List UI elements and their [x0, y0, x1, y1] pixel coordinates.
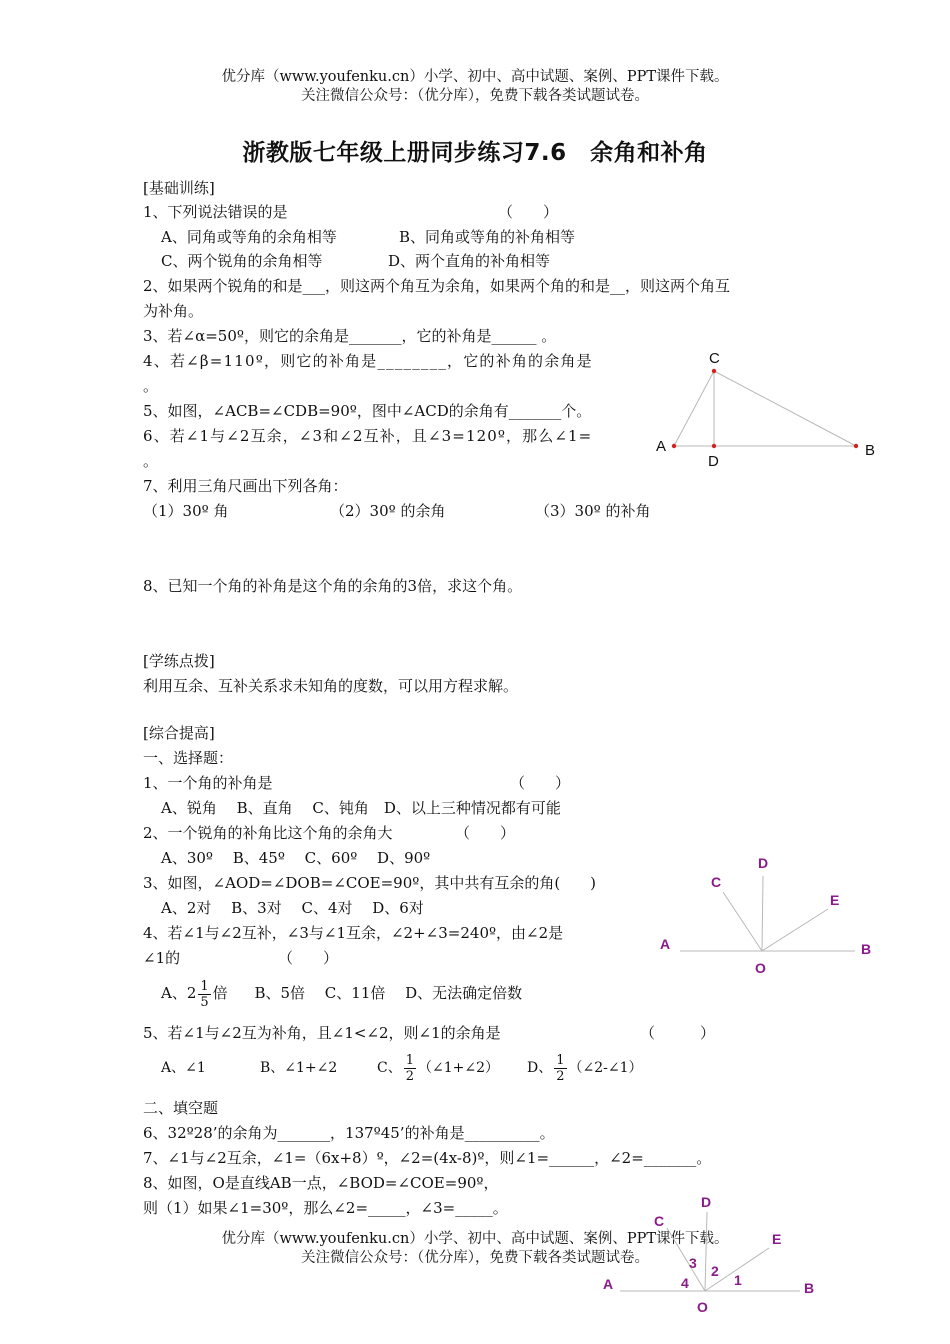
point-c	[712, 369, 716, 373]
figure-angles-1	[650, 848, 890, 978]
label-b: B	[861, 941, 872, 957]
question-5: 5、如图，∠ACB=∠CDB=90º，图中∠ACD的余角有_______个。	[143, 402, 592, 420]
question-text: 1、一个角的补角是	[143, 774, 273, 792]
option-a: A、同角或等角的余角相等	[161, 228, 337, 246]
point-b	[854, 444, 858, 448]
answer-paren: （ ）	[278, 949, 339, 967]
question-text: 1、下列说法错误的是	[143, 203, 288, 221]
adv-question-8-line-1: 8、如图，O是直线AB一点，∠BOD=∠COE=90º，	[143, 1174, 499, 1192]
figure-angles-2	[595, 1190, 830, 1320]
subsection-choice: 一、选择题：	[143, 749, 234, 767]
option-a: A、∠1	[161, 1060, 206, 1076]
label-b: B	[865, 442, 876, 459]
subsection-fill: 二、填空题	[143, 1099, 219, 1117]
adv-question-6: 6、32º28’的余角为_______，137º45’的补角是__________。	[143, 1124, 555, 1142]
answer-paren: （ ）	[640, 1024, 716, 1042]
question-4-line-2: 。	[143, 377, 159, 395]
options-rest: B、5倍 C、11倍 D、无法确定倍数	[254, 984, 523, 1002]
answer-paren: （ ）	[455, 824, 516, 842]
answer-paren: （ ）	[498, 203, 559, 221]
section-heading-advanced: [综合提高]	[143, 724, 215, 742]
triangle-lines	[674, 371, 856, 446]
page-header-line-1: 优分库（www.youfenku.cn）小学、初中、高中试题、案例、PPT课件下载。	[221, 69, 729, 85]
point-a	[672, 444, 676, 448]
question-2-line-1: 2、如果两个锐角的和是___，则这两个角互为余角，如果两个角的和是__，则这两个角互	[143, 277, 731, 295]
tips-text: 利用互余、互补关系求未知角的度数，可以用方程求解。	[143, 677, 519, 695]
page-title: 浙教版七年级上册同步练习7.6 余角和补角	[242, 140, 708, 166]
adv-question-8-line-2: 则（1）如果∠1=30º，那么∠2=_____，∠3=_____。	[143, 1199, 508, 1217]
option-row	[161, 250, 551, 272]
fraction-numerator: 1	[200, 978, 209, 994]
fraction-numerator: 1	[556, 1052, 565, 1068]
adv-question-5	[143, 1022, 716, 1044]
option-a-prefix: A、2	[161, 984, 197, 1002]
section-heading-tips: [学练点拨]	[143, 652, 215, 670]
label-c: C	[711, 874, 722, 890]
option-d-prefix: D、	[527, 1060, 553, 1076]
adv-question-4-line-2	[143, 947, 339, 969]
question-4-line-1: 4、若∠β=110º，则它的补角是________，它的补角的余角是	[143, 352, 593, 370]
label-e: E	[830, 892, 840, 908]
question-text: 2、一个锐角的补角比这个角的余角大	[143, 824, 393, 842]
question-text: ∠1的	[143, 949, 181, 967]
part-3: （3）30º 的补角	[535, 502, 651, 520]
adv-q5-options	[161, 1050, 643, 1086]
angle-label-4: 4	[681, 1275, 689, 1291]
question-3: 3、若∠α=50º，则它的余角是_______，它的补角是______ 。	[143, 327, 557, 345]
section-heading-basic: [基础训练]	[143, 179, 215, 197]
adv-question-2	[143, 822, 516, 844]
option-d-suffix: （∠2-∠1）	[568, 1060, 643, 1076]
option-d	[527, 1050, 643, 1086]
adv-q4-options	[161, 976, 522, 1010]
option-c-suffix: （∠1+∠2）	[418, 1060, 500, 1076]
angle-label-3: 3	[689, 1255, 697, 1271]
option-a-suffix: 倍	[212, 984, 228, 1002]
angle-label-2: 2	[711, 1263, 719, 1279]
figure-triangle	[640, 345, 890, 475]
question-7-parts	[143, 500, 651, 522]
adv-question-3: 3、如图，∠AOD=∠DOB=∠COE=90º，其中共有互余的角( )	[143, 874, 597, 892]
page-footer-line-2: 关注微信公众号：（优分库），免费下载各类试题试卷。	[301, 1250, 649, 1266]
option-c-prefix: C、	[377, 1060, 402, 1076]
label-o: O	[697, 1299, 708, 1315]
label-e: E	[772, 1231, 782, 1247]
adv-question-4-line-1: 4、若∠1与∠2互补，∠3与∠1互余，∠2+∠3=240º，由∠2是	[143, 924, 564, 942]
label-b: B	[804, 1280, 815, 1296]
option-c: C、两个锐角的余角相等	[161, 252, 323, 270]
label-o: O	[755, 960, 766, 976]
adv-q3-options: A、2对 B、3对 C、4对 D、6对	[161, 899, 424, 917]
label-d: D	[701, 1194, 712, 1210]
answer-paren: （ ）	[510, 774, 571, 792]
part-1: （1）30º 角	[143, 502, 229, 520]
adv-question-7: 7、∠1与∠2互余，∠1=（6x+8）º，∠2=(4x-8)º，则∠1=______，∠2=_______。	[143, 1149, 712, 1167]
fraction-one-fifth	[198, 979, 210, 1010]
option-d: D、两个直角的补角相等	[388, 252, 551, 270]
question-6-line-1: 6、若∠1与∠2互余，∠3和∠2互补，且∠3=120º，那么∠1=	[143, 427, 593, 445]
fraction-denominator: 5	[200, 994, 209, 1010]
option-b: B、∠1+∠2	[260, 1060, 338, 1076]
angle-label-1: 1	[734, 1272, 742, 1288]
label-a: A	[656, 438, 667, 455]
adv-q1-options: A、锐角 B、直角 C、钝角 D、以上三种情况都有可能	[161, 799, 561, 817]
fraction-denominator: 2	[556, 1068, 565, 1084]
adv-q2-options: A、30º B、45º C、60º D、90º	[161, 849, 431, 867]
fraction-denominator: 2	[405, 1068, 414, 1084]
label-c: C	[709, 350, 720, 367]
fraction-numerator: 1	[405, 1052, 414, 1068]
question-1	[143, 201, 559, 223]
fraction-one-half	[404, 1053, 416, 1084]
page-header-line-2: 关注微信公众号：（优分库），免费下载各类试题试卷。	[301, 88, 649, 104]
label-d: D	[758, 855, 769, 871]
question-8: 8、已知一个角的补角是这个角的余角的3倍，求这个角。	[143, 577, 523, 595]
label-a: A	[603, 1276, 614, 1292]
fraction-one-half	[554, 1053, 566, 1084]
adv-question-1	[143, 772, 571, 794]
question-7: 7、利用三角尺画出下列各角：	[143, 477, 348, 495]
figure-lines	[680, 876, 855, 951]
page-footer-line-1: 优分库（www.youfenku.cn）小学、初中、高中试题、案例、PPT课件下载。	[221, 1231, 729, 1247]
figure-lines	[620, 1212, 800, 1291]
question-2-line-2: 为补角。	[143, 302, 204, 320]
option-b: B、同角或等角的补角相等	[399, 228, 576, 246]
question-6-line-2: 。	[143, 452, 159, 470]
option-row	[161, 226, 576, 248]
label-d: D	[708, 453, 719, 470]
question-text: 5、若∠1与∠2互为补角，且∠1<∠2，则∠1的余角是	[143, 1024, 501, 1042]
label-c: C	[654, 1213, 665, 1229]
option-c	[377, 1050, 499, 1086]
label-a: A	[660, 936, 671, 952]
part-2: （2）30º 的余角	[330, 502, 446, 520]
point-d	[712, 444, 716, 448]
